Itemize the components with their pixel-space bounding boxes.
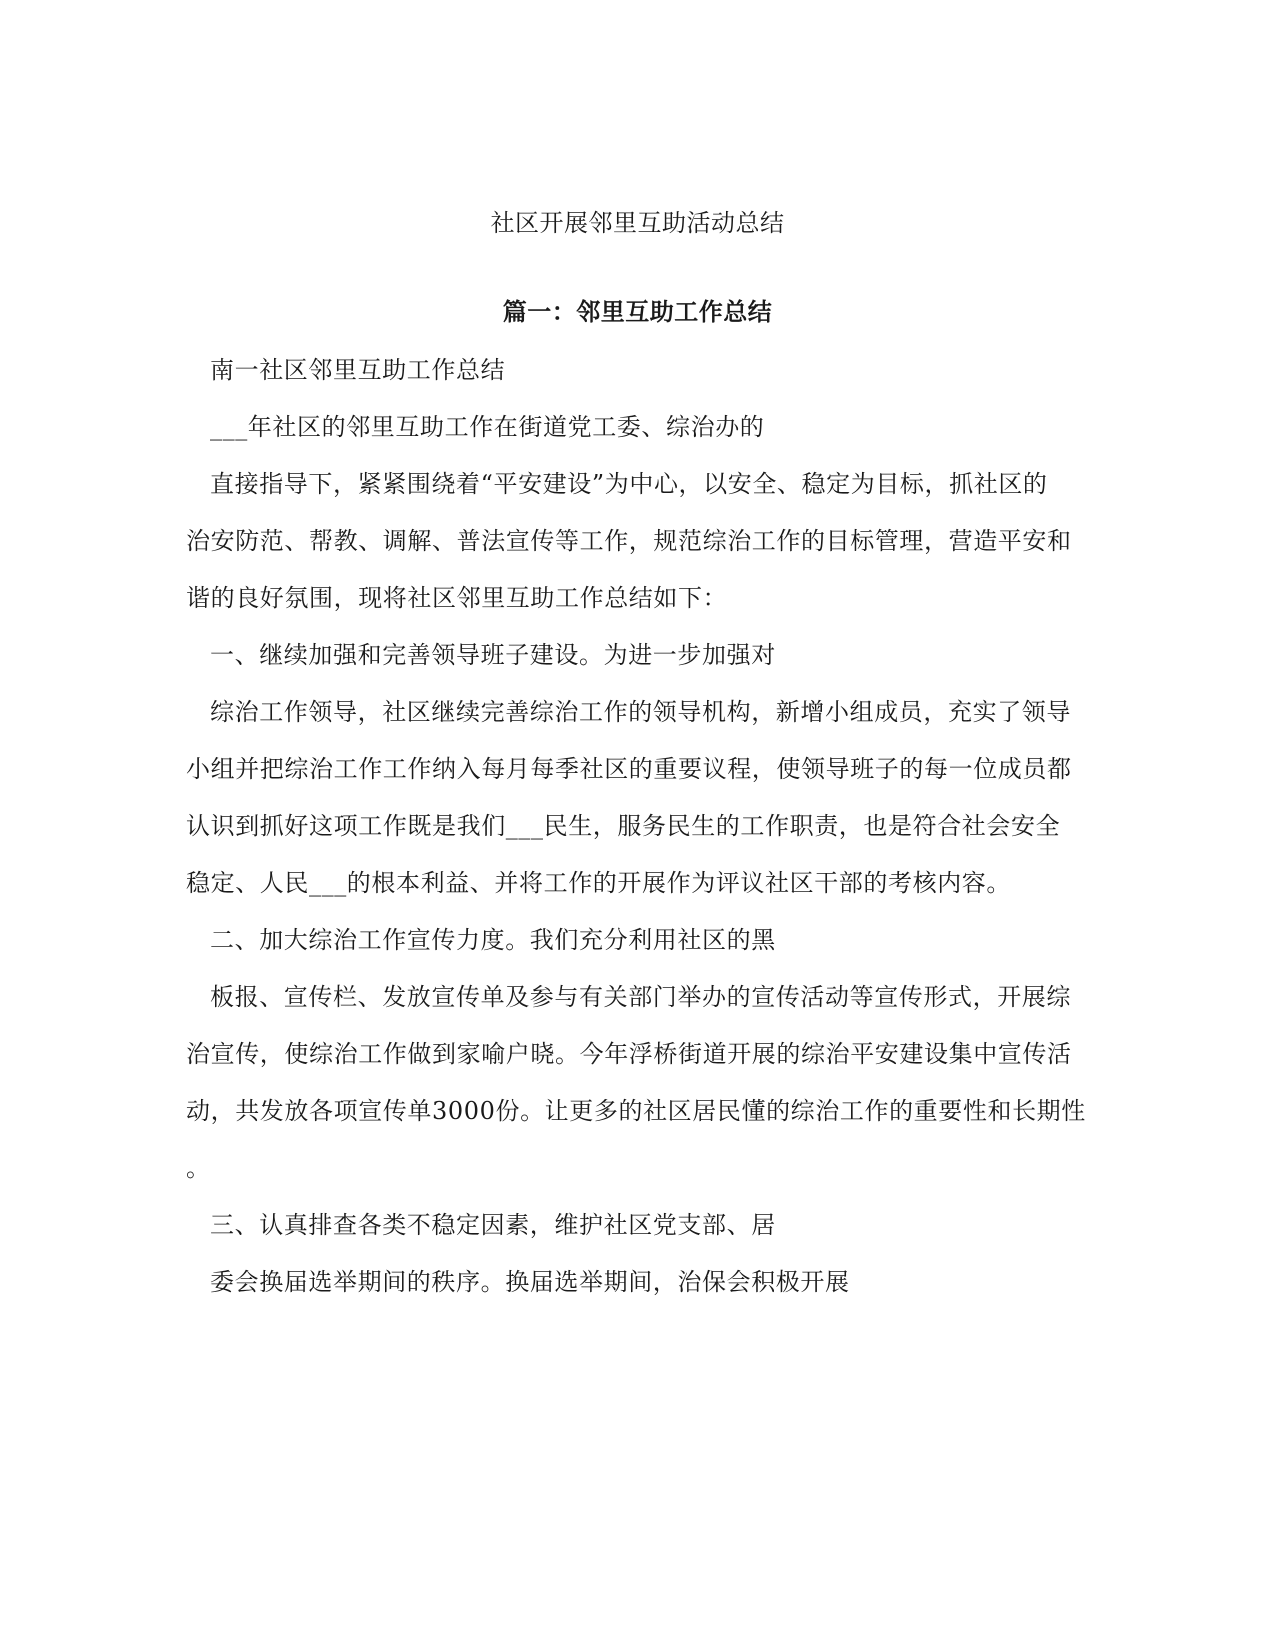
body-line: ___年社区的邻里互助工作在街道党工委、综治办的	[210, 413, 765, 441]
body-line: 综治工作领导，社区继续完善综治工作的领导机构，新增小组成员，充实了领导	[210, 698, 1071, 726]
body-line: 动，共发放各项宣传单3000份。让更多的社区居民懂的综治工作的重要性和长期性	[186, 1097, 1086, 1125]
body-line: 二、加大综治工作宣传力度。我们充分利用社区的黑	[210, 926, 776, 954]
section-heading: 篇一：邻里互助工作总结	[502, 297, 773, 326]
body-line: 稳定、人民___的根本利益、并将工作的开展作为评议社区干部的考核内容。	[186, 869, 1011, 897]
body-line: 三、认真排查各类不稳定因素，维护社区党支部、居	[210, 1211, 776, 1239]
body-line: 小组并把综治工作工作纳入每月每季社区的重要议程，使领导班子的每一位成员都	[186, 755, 1072, 783]
document-title: 社区开展邻里互助活动总结	[490, 209, 785, 237]
body-line: 治宣传，使综治工作做到家喻户晓。今年浮桥街道开展的综治平安建设集中宣传活	[186, 1040, 1072, 1068]
body-line: 谐的良好氛围，现将社区邻里互助工作总结如下：	[186, 584, 728, 612]
body-line: 直接指导下，紧紧围绕着“平安建设”为中心，以安全、稳定为目标，抓社区的	[210, 470, 1048, 498]
body-line: 认识到抓好这项工作既是我们___民生，服务民生的工作职责，也是符合社会安全	[186, 812, 1061, 840]
body-line: 板报、宣传栏、发放宣传单及参与有关部门举办的宣传活动等宣传形式，开展综	[210, 983, 1071, 1011]
body-line: 。	[186, 1154, 211, 1182]
body-line: 一、继续加强和完善领导班子建设。为进一步加强对	[210, 641, 776, 669]
body-line: 委会换届选举期间的秩序。换届选举期间，治保会积极开展	[210, 1268, 850, 1296]
body-line: 南一社区邻里互助工作总结	[210, 356, 506, 384]
body-line: 治安防范、帮教、调解、普法宣传等工作，规范综治工作的目标管理，营造平安和	[186, 527, 1072, 555]
